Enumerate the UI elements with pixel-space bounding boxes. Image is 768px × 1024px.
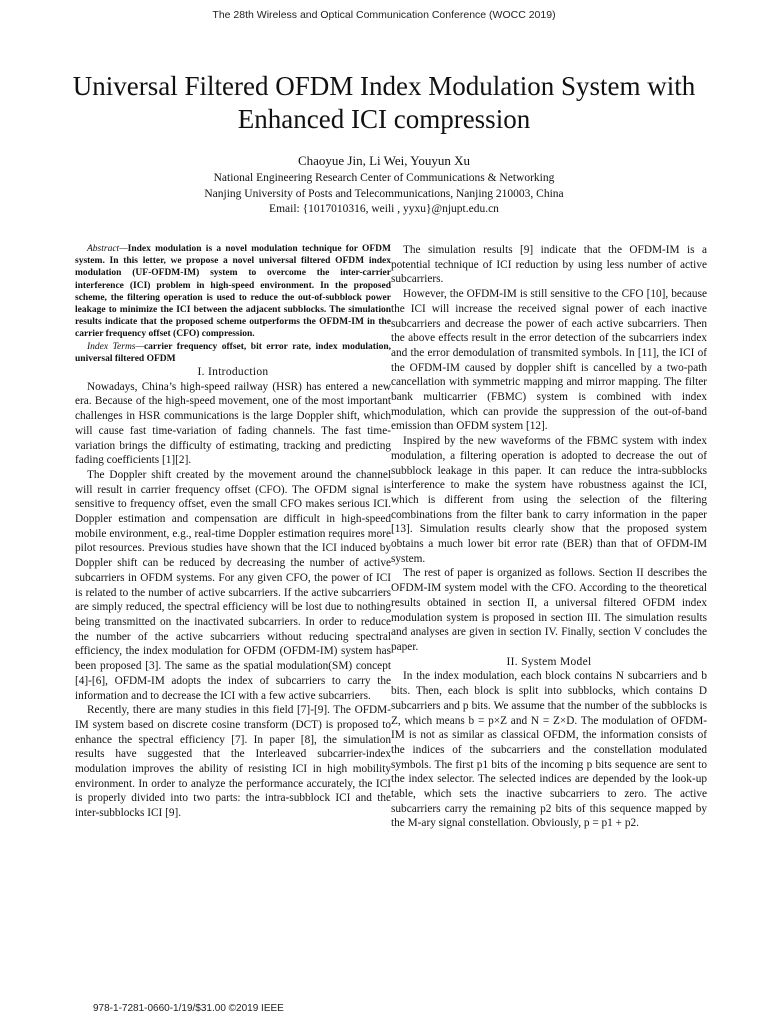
affiliation [0, 171, 768, 218]
paragraph: In the index modulation, each block contains N subcarriers and b bits. Then, each block is split into subblocks, which contains D subcarriers and p bits. We assume that the number of the subblocks is Z, which means b = p×Z and N = Z×D. The modulation of OFDM-IM is not as similar as classical OFDM, the information consists of the indices of the subcarriers and the constellation modulated symbols. The first p1 bits of the incoming p bits sequence are sent to the index selector. The selected indices are depended by the look-up table, which sets the inactive subcarriers to zero. The active subcarriers carry the remaining p2 bits of this sequence mapped by the M-ary signal constellation. Obviously, p = p1 + p2. [391, 670, 707, 830]
paper-title: Universal Filtered OFDM Index Modulation System with Enhanced ICI compression [72, 71, 696, 134]
paragraph: However, the OFDM-IM is still sensitive to the CFO [10], because the ICI will increase the received signal power of each inactive subcarriers and decrease the power of each active subcarriers. Then the above effects result in the error detection of the subcarriers index and the error demodulation of transmited symbols. In [11], the ICI of the OFDM-IM caused by doppler shift is cancelled by a two-path cancellation with symmetric mapping and mirror mapping. The filter bank multicarrier (FBMC) system is combined with index modulation, which can provide the suppression of the out-of-band emission than OFDM system [12]. [391, 288, 707, 433]
index-terms-lead: Index Terms— [87, 341, 144, 352]
paragraph: The Doppler shift created by the movement around the channel will result in carrier frequency offset (CFO). The OFDM signal is sensitive to frequency offset, even the small CFO makes serious ICI. Doppler estimation and compensation are difficult in high-speed mobile environment, e.g., real-time Doppler estimation requires more pilot resources. Previous studies have shown that the ICI induced by Doppler shift can be reduced by decreasing the number of active subcarriers in OFDM systems. For any given CFO, the power of ICI is related to the number of active subcarriers. If the active subcarriers are simply reduced, the spectral efficiency will be lost due to nothing being transmitted on the inactivated subcarriers. In order to reduce the number of the active subcarriers without reducing spectral efficiency, the index modulation for OFDM (OFDM-IM) system has been proposed [3]. The same as the spatial modulation(SM) concept [4]-[6], OFDM-IM adopts the index of subcarriers to carry the information and to decrease the ICI with a few active subcarriers. [75, 468, 391, 702]
section-heading-introduction: I. Introduction [197, 366, 269, 379]
authors: Chaoyue Jin, Li Wei, Youyun Xu [297, 153, 471, 168]
abstract-text: Index modulation is a novel modulation technique for OFDM system. In this letter, we propose a novel universal filtered OFDM index modulation (UF-OFDM-IM) system to overcome the inter-carrier interference (ICI) problem in high-speed environment. In the proposed scheme, the filtering operation is used to reduce the out-of-subblock power leakage to minimize the ICI between the adjacent subblocks. The simulation results indicate that the proposed scheme outperforms the OFDM-IM in the carrier frequency offset (CFO) compression. [75, 244, 391, 340]
left-column [75, 243, 391, 821]
paragraph: The simulation results [9] indicate that the OFDM-IM is a potential technique of ICI reduction by using less number of active subcarriers. [391, 244, 707, 286]
paragraph: The rest of paper is organized as follows. Section II describes the OFDM-IM system model with the CFO. According to the theoretical results obtained in section II, a universal filtered OFDM index modulation system is proposed in section III. The simulation results and analyses are given in section IV. Finally, section V concludes the paper. [391, 567, 707, 653]
abstract-lead: Abstract— [87, 244, 128, 254]
conference-header: The 28th Wireless and Optical Communication Conference (WOCC 2019) [212, 9, 556, 21]
affiliation-line: Nanjing University of Posts and Telecommunications, Nanjing 210003, China [204, 187, 564, 200]
abstract [75, 243, 391, 365]
paragraph: Inspired by the new waveforms of the FBMC system with index modulation, a filtering operation is adopted to decrease the out of subblock leakage in this paper. It can reduce the intra-subblocks interference to make the system have robustness against the ICI, which is different from using the selection of the filtering combinations from the filter bank to carry information in the paper [13]. Simulation results clearly show that the proposed system obtains a much lower bit error rate (BER) than that of OFDM-IM system. [391, 435, 707, 565]
index-terms-text: carrier frequency offset, bit error rate, index modulation, universal filtered OFDM [75, 341, 391, 364]
email-line: Email: {1017010316, weili , yyxu}@njupt.edu.cn [269, 203, 499, 216]
copyright-footer: 978-1-7281-0660-1/19/$31.00 ©2019 IEEE [93, 1003, 284, 1014]
paragraph: Nowadays, China’s high-speed railway (HSR) has entered a new era. Because of the high-speed movement, one of the most important challenges in HSR communications is the large Doppler shift, which will cause fast time-variation of fading channels. The fast time-variation brings the difficulty of estimating, tracking and predicting fading coefficients [1][2]. [75, 380, 391, 467]
paragraph: Recently, there are many studies in this field [7]-[9]. The OFDM-IM system based on discrete cosine transform (DCT) is proposed to enhance the spectral efficiency [7]. In paper [8], the simulation results have suggested that the Interleaved subcarrier-index modulation improves the ability of resisting ICI in high mobility environment. In order to analyze the performance accurately, the ICI is properly divided into two parts: the intra-subblock ICI and the inter-subblocks ICI [9]. [75, 704, 391, 820]
right-column [391, 243, 707, 831]
section-heading-system-model: II. System Model [506, 655, 592, 668]
affiliation-line: National Engineering Research Center of Communications & Networking [213, 172, 555, 184]
